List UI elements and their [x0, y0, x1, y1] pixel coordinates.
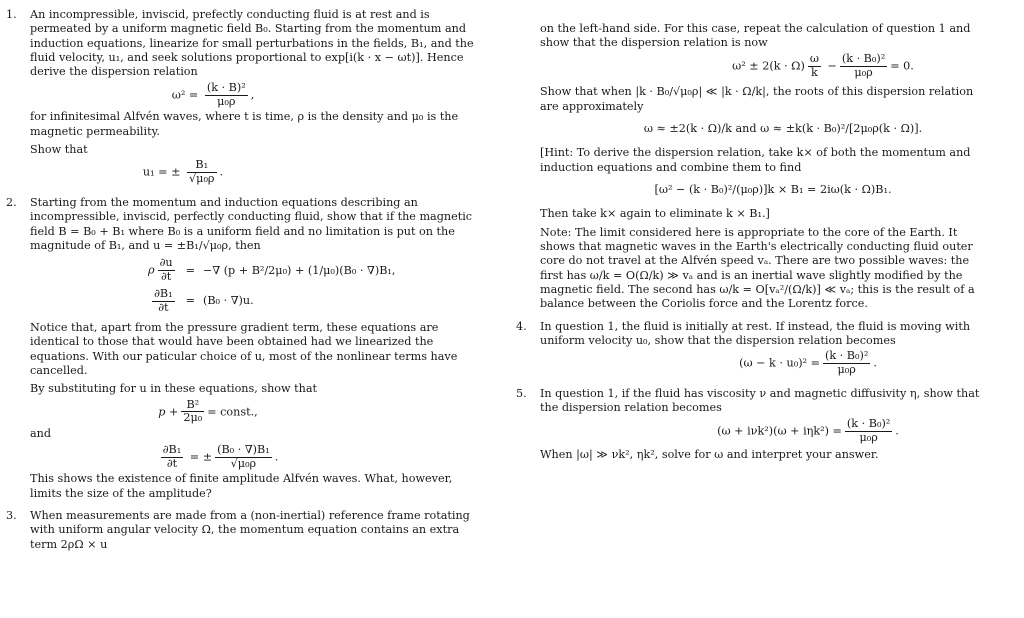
question-number: 3.	[6, 509, 17, 523]
question-text: In question 1, the fluid is initially at rest. If instead, the fluid is moving with uniform velocity u₀, show that the dispersion relation becomes	[540, 319, 971, 347]
numerator: B₁	[187, 159, 216, 173]
numerator: ∂B₁	[162, 442, 182, 456]
hint-equation: [ω² − (k · B₀)²/(μ₀ρ)]k × B₁ = 2iω(k · Ω)B₁.	[654, 183, 892, 197]
question-2	[6, 196, 480, 253]
denominator: μ₀ρ	[854, 65, 873, 79]
paragraph: By substituting for u in these equations, show that	[30, 382, 318, 396]
paragraph: for infinitesimal Alfvén waves, where t is time, ρ is the density and μ₀ is the magnetic permeability.	[30, 110, 459, 138]
question-text: When measurements are made from a (non-inertial) reference frame rotating with uniform angular velocity Ω, the momentum equation contains an extra term 2ρΩ × u	[30, 509, 470, 551]
equation-rhs: −∇ (p + B²/2μ₀) + (1/μ₀)(B₀ · ∇)B₁,	[202, 263, 396, 277]
paragraph: Show that	[30, 143, 88, 157]
question-text: An incompressible, inviscid, prefectly conducting fluid is at rest and is permeated by a uniform magnetic field B₀. Starting from the momentum and induction equations, linearize for small perturbations in the fields, B₁, and the fluid velocity, u₁, and seek solutions proportional to exp[i(k · x − ωt)]. Hence derive the dispersion relation	[30, 8, 474, 79]
equation-tail: ,	[250, 88, 255, 102]
fraction	[152, 288, 175, 315]
left-column	[6, 8, 480, 552]
question-text: Starting from the momentum and induction equations describing an incompressible, inviscid, perfectly conducting fluid, show that if the magnetic field B = B₀ + B₁ where B₀ is a uniform field and no limitation is put on the magnitude of B₁, and u = ±B₁/√μ₀ρ, then	[30, 196, 473, 253]
denominator: √μ₀ρ	[189, 172, 215, 186]
viscous-dispersion-equation	[516, 418, 990, 445]
induction-equation: $\frac{\text{∂B₁}}{\partial t}$ = (B₀ · ∇)u.	[144, 286, 399, 317]
note-paragraph: Note: The limit considered here is appropriate to the core of the Earth. It shows that magnetic waves in the Earth's electrically conducting fluid outer core do not travel at the Alfvén speed vₐ. There are two possible waves: the first has ω/k = O(Ω/k) ≫ vₐ and is an inertial wave slightly modified by the magnetic field. The second has ω/k = O[vₐ²/(Ω/k)] ≪ vₐ; this is the result of a balance between the Coriolis force and the Lorentz force.	[540, 225, 975, 311]
question-number: 1.	[6, 8, 17, 21]
paragraph: and	[30, 427, 52, 441]
question-number: 4.	[516, 319, 527, 333]
question-number: 5.	[516, 387, 527, 401]
paragraph: Then take k× again to eliminate k × B₁.]	[540, 207, 770, 221]
equation-tail: = const.,	[207, 404, 258, 418]
equation-tail: .	[895, 424, 899, 438]
fraction	[215, 444, 272, 471]
equation-system	[144, 255, 399, 317]
fraction	[840, 53, 887, 80]
denominator: μ₀ρ	[217, 94, 236, 108]
paragraph: Show that when |k · B₀/√μ₀ρ| ≪ |k · Ω/k|, the roots of this dispersion relation are approximately	[540, 85, 974, 113]
fraction	[187, 159, 216, 186]
paragraph: When |ω| ≫ νk², ηk², solve for ω and interpret your answer.	[540, 448, 879, 462]
hint-paragraph: [Hint: To derive the dispersion relation, take k× of both the momentum and induction equations and combine them to find	[540, 146, 971, 174]
paragraph: on the left-hand side. For this case, repeat the calculation of question 1 and show that the dispersion relation is now	[540, 22, 971, 50]
equation-tail: = 0.	[890, 59, 914, 73]
numerator: (k · B₀)²	[824, 349, 869, 363]
equation-lhs: u₁ = ±	[142, 165, 181, 179]
equation-rhs: (B₀ · ∇)u.	[202, 294, 254, 308]
equation-lhs: (ω + iνk²)(ω + iηk²) =	[717, 424, 842, 438]
denominator: 2μ₀	[183, 411, 203, 425]
equation-lhs: ω² =	[171, 88, 199, 102]
paragraph: This shows the existence of finite amplitude Alfvén waves. What, however, limits the size of the amplitude?	[30, 472, 453, 500]
fraction	[161, 444, 184, 471]
question-5	[516, 387, 990, 416]
fraction	[181, 399, 204, 426]
numerator: (k · B₀)²	[846, 416, 891, 430]
equation-tail: .	[873, 356, 877, 370]
question-3	[6, 509, 480, 552]
equation-tail: .	[219, 165, 224, 179]
equation-term: ω² ± 2(k · Ω)	[732, 59, 805, 73]
question-1	[6, 8, 480, 80]
denominator: μ₀ρ	[859, 430, 878, 444]
alfven-equation: $\frac{\text{∂B₁}}{\partial t}$ = ± $\frac{\text{(B₀ · ∇)B₁}}{\text{√μ₀ρ}}$ .	[162, 442, 279, 470]
fraction	[158, 257, 175, 284]
fraction	[845, 418, 892, 445]
numerator: ∂B₁	[154, 287, 173, 301]
numerator: ∂u	[159, 256, 173, 270]
denominator: k	[810, 65, 818, 79]
denominator: ∂t	[160, 270, 172, 284]
question-4	[516, 320, 990, 349]
denominator: ∂t	[166, 456, 178, 470]
numerator: (k · B)²	[206, 80, 246, 94]
question-number: 2.	[6, 196, 17, 210]
question-text: In question 1, if the fluid has viscosity ν and magnetic diffusivity η, show that the dispersion relation becomes	[540, 387, 980, 415]
numerator: B²	[181, 399, 204, 413]
roots-equation: ω ≈ ±2(k · Ω)/k and ω ≈ ±k(k · B₀)²/[2μ₀ρ(k · Ω)].	[643, 122, 923, 136]
equation-lhs: (ω − k · u₀)² =	[739, 356, 820, 370]
dispersion-equation	[6, 82, 480, 109]
numerator: ω	[809, 51, 819, 65]
denominator: √μ₀ρ	[230, 456, 257, 470]
paragraph: Notice that, apart from the pressure gradient term, these equations are identical to those that would have been obtained had we linearized the equations. With our paticular choice of u, most of the nonlinear terms have cancelled.	[30, 320, 458, 377]
pressure-equation: p + $\frac{\text{B²}}{\text{2μ₀}}$ = const.,	[158, 397, 258, 425]
fraction	[823, 350, 870, 377]
momentum-equation: ρ $\frac{\partial u}{\partial t}$ = −∇ (p + B²/2μ₀) + (1/μ₀)(B₀ · ∇)B₁,	[144, 255, 399, 286]
right-column	[516, 22, 990, 463]
numerator: (k · B₀)²	[841, 51, 886, 65]
fraction	[808, 53, 821, 80]
numerator: (B₀ · ∇)B₁	[217, 442, 270, 456]
velocity-equation	[6, 159, 480, 186]
denominator: μ₀ρ	[837, 363, 856, 377]
denominator: ∂t	[158, 301, 169, 315]
fraction	[205, 82, 248, 109]
moving-dispersion-equation	[516, 350, 990, 377]
rotating-dispersion-equation: ω² ± 2(k · Ω) $\frac{\omega}{k}$ − $\frac{\text{(k · B₀)²}}{\text{μ₀ρ}}$ = 0.	[732, 51, 914, 79]
